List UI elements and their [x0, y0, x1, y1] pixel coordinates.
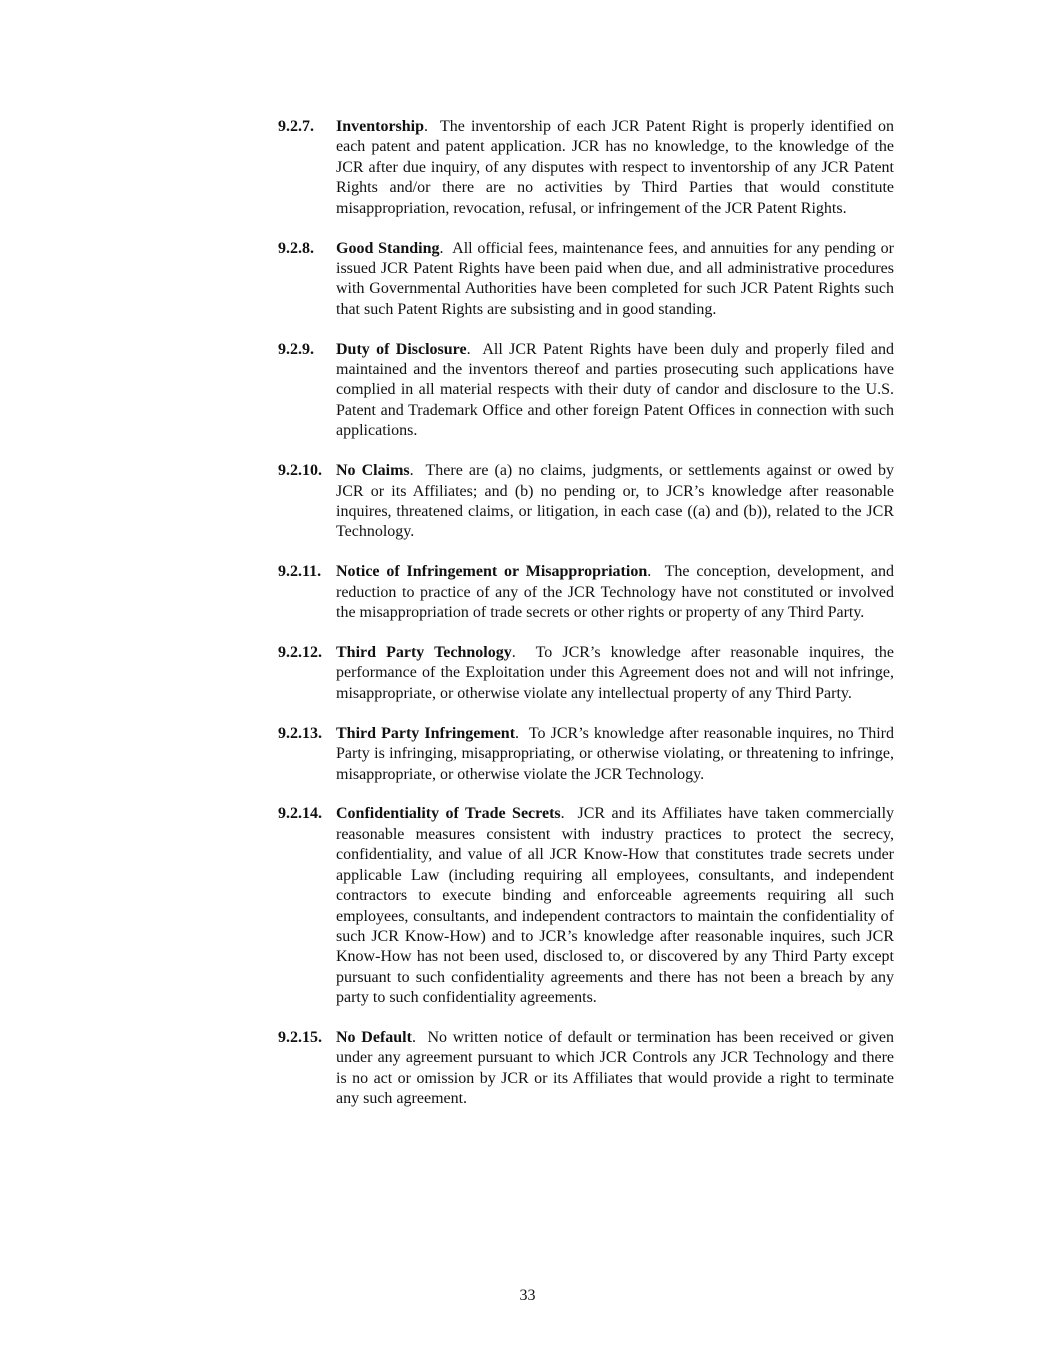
section-body: Inventorship. The inventorship of each JCR Patent Right is properly identified on each patent and patent application. JCR has no knowledge, to the knowledge of the JCR after due inquiry, of any disputes with respect to inventorship of any JCR Patent Rights and/or there are no activities by Third Parties that would constitute misappropriation, revocation, refusal, or infringement of the JCR Patent Rights. [336, 118, 894, 217]
section-title: Confidentiality of Trade Secrets [336, 805, 561, 823]
section-body: No Default. No written notice of default or termination has been received or given under any agreement pursuant to which JCR Controls any JCR Technology and there is no act or omission by JCR or its Affiliates that would provide a right to terminate any such agreement. [336, 1029, 894, 1108]
section-title: Notice of Infringement or Misappropriation [336, 563, 648, 581]
section-text: JCR and its Affiliates have taken commercially reasonable measures consistent with industry practices to protect the secrecy, confidentiality, and value of all JCR Know-How that constitutes trade secrets under applicable Law (including requiring all employees, consultants, and independent contractors to execute binding and enforceable agreements requiring all such employees, consultants, and independent contractors to maintain the confidentiality of such JCR Know-How) and to JCR’s knowledge after reasonable inquires, such JCR Know-How has not been used, disclosed to, or discovered by any Third Party except pursuant to such confidentiality agreements and there has not been a breach by any party to such confidentiality agreements. [336, 805, 895, 1007]
section-text: To JCR’s knowledge after reasonable inquires, no Third Party is infringing, misappropriating, or otherwise violating, or threatening to infringe, misappropriate, or otherwise violate the JCR Technology. [336, 724, 895, 783]
section-title: Third Party Infringement [336, 724, 516, 742]
section-body: Third Party Technology. To JCR’s knowledge after reasonable inquires, the performance of the Exploitation under this Agreement does not and will not infringe, misappropriate, or otherwise violate any intellectual property of any Third Party. [336, 644, 895, 702]
section-number: 9.2.11. [278, 563, 322, 581]
sections-list [278, 117, 894, 1129]
section-number: 9.2.15. [278, 1029, 322, 1047]
section-title: No Claims [336, 462, 410, 480]
section-title: Third Party Technology [336, 644, 512, 662]
section-9-2-12 [278, 643, 894, 704]
section-number: 9.2.9. [278, 340, 314, 358]
section-9-2-14 [278, 804, 894, 1008]
section-number: 9.2.7. [278, 118, 314, 135]
section-9-2-8 [278, 239, 894, 321]
section-number: 9.2.12. [278, 644, 322, 662]
section-text: The inventorship of each JCR Patent Right is properly identified on each patent and patent application. JCR has no knowledge, to the knowledge of the JCR after due inquiry, of any disputes with respect to inventorship of any JCR Patent Rights and/or there are no activities by Third Parties that would constitute misappropriation, revocation, refusal, or infringement of the JCR Patent Rights. [336, 118, 894, 217]
section-number: 9.2.14. [278, 805, 322, 823]
section-9-2-9 [278, 340, 894, 442]
section-number: 9.2.8. [278, 239, 314, 257]
section-9-2-15 [278, 1028, 894, 1110]
section-title: Good Standing [336, 239, 440, 257]
section-9-2-13 [278, 724, 894, 785]
section-title: Duty of Disclosure [336, 340, 467, 358]
section-text: No written notice of default or termination has been received or given under any agreement pursuant to which JCR Controls any JCR Technology and there is no act or omission by JCR or its Affiliates that would provide a right to terminate any such agreement. [336, 1029, 894, 1108]
section-body: Notice of Infringement or Misappropriation. The conception, development, and reduction to practice of any of the JCR Technology have not constituted or involved the misappropriation of trade secrets or other rights or property of any Third Party. [336, 563, 895, 622]
page-number: 33 [519, 1287, 536, 1304]
section-text: The conception, development, and reduction to practice of any of the JCR Technology have not constituted or involved the misappropriation of trade secrets or other rights or property of any Third Party. [336, 563, 895, 622]
section-9-2-11 [278, 562, 894, 623]
section-body: No Claims. There are (a) no claims, judgments, or settlements against or owed by JCR or its Affiliates; and (b) no pending or, to JCR’s knowledge after reasonable inquires, threatened claims, or litigation, in each case ((a) and (b)), related to the JCR Technology. [336, 462, 895, 541]
section-text: To JCR’s knowledge after reasonable inquires, the performance of the Exploitation under this Agreement does not and will not infringe, misappropriate, or otherwise violate any intellectual property of any Third Party. [336, 644, 895, 702]
section-body: Duty of Disclosure. All JCR Patent Rights have been duly and properly filed and maintained and the inventors thereof and parties prosecuting such applications have complied in all material respects with their duty of candor and disclosure to the U.S. Patent and Trademark Office and other foreign Patent Offices in connection with such applications. [336, 340, 895, 440]
section-text: All official fees, maintenance fees, and annuities for any pending or issued JCR Patent Rights have been paid when due, and all administrative procedures with Governmental Authorities have been completed for such JCR Patent Rights such that such Patent Rights are subsisting and in good standing. [336, 239, 894, 318]
section-number: 9.2.13. [278, 724, 322, 742]
section-9-2-7 [278, 117, 894, 219]
section-body: Confidentiality of Trade Secrets. JCR and its Affiliates have taken commercially reasonable measures consistent with industry practices to protect the secrecy, confidentiality, and value of all JCR Know-How that constitutes trade secrets under applicable Law (including requiring all employees, consultants, and independent contractors to execute binding and enforceable agreements requiring all such employees, consultants, and independent contractors to maintain the confidentiality of such JCR Know-How) and to JCR’s knowledge after reasonable inquires, such JCR Know-How has not been used, disclosed to, or discovered by any Third Party except pursuant to such confidentiality agreements and there has not been a breach by any party to such confidentiality agreements. [336, 805, 895, 1007]
section-number: 9.2.10. [278, 462, 322, 480]
section-body: Third Party Infringement. To JCR’s knowledge after reasonable inquires, no Third Party is infringing, misappropriating, or otherwise violating, or threatening to infringe, misappropriate, or otherwise violate the JCR Technology. [336, 724, 895, 783]
section-text: There are (a) no claims, judgments, or settlements against or owed by JCR or its Affiliates; and (b) no pending or, to JCR’s knowledge after reasonable inquires, threatened claims, or litigation, in each case ((a) and (b)), related to the JCR Technology. [336, 462, 895, 541]
section-9-2-10 [278, 461, 894, 543]
section-body: Good Standing. All official fees, maintenance fees, and annuities for any pending or issued JCR Patent Rights have been paid when due, and all administrative procedures with Governmental Authorities have been completed for such JCR Patent Rights such that such Patent Rights are subsisting and in good standing. [336, 239, 894, 318]
section-text: All JCR Patent Rights have been duly and properly filed and maintained and the inventors thereof and parties prosecuting such applications have complied in all material respects with their duty of candor and disclosure to the U.S. Patent and Trademark Office and other foreign Patent Offices in connection with such applications. [336, 340, 895, 440]
section-title: No Default [336, 1029, 412, 1047]
section-title: Inventorship [336, 118, 425, 135]
